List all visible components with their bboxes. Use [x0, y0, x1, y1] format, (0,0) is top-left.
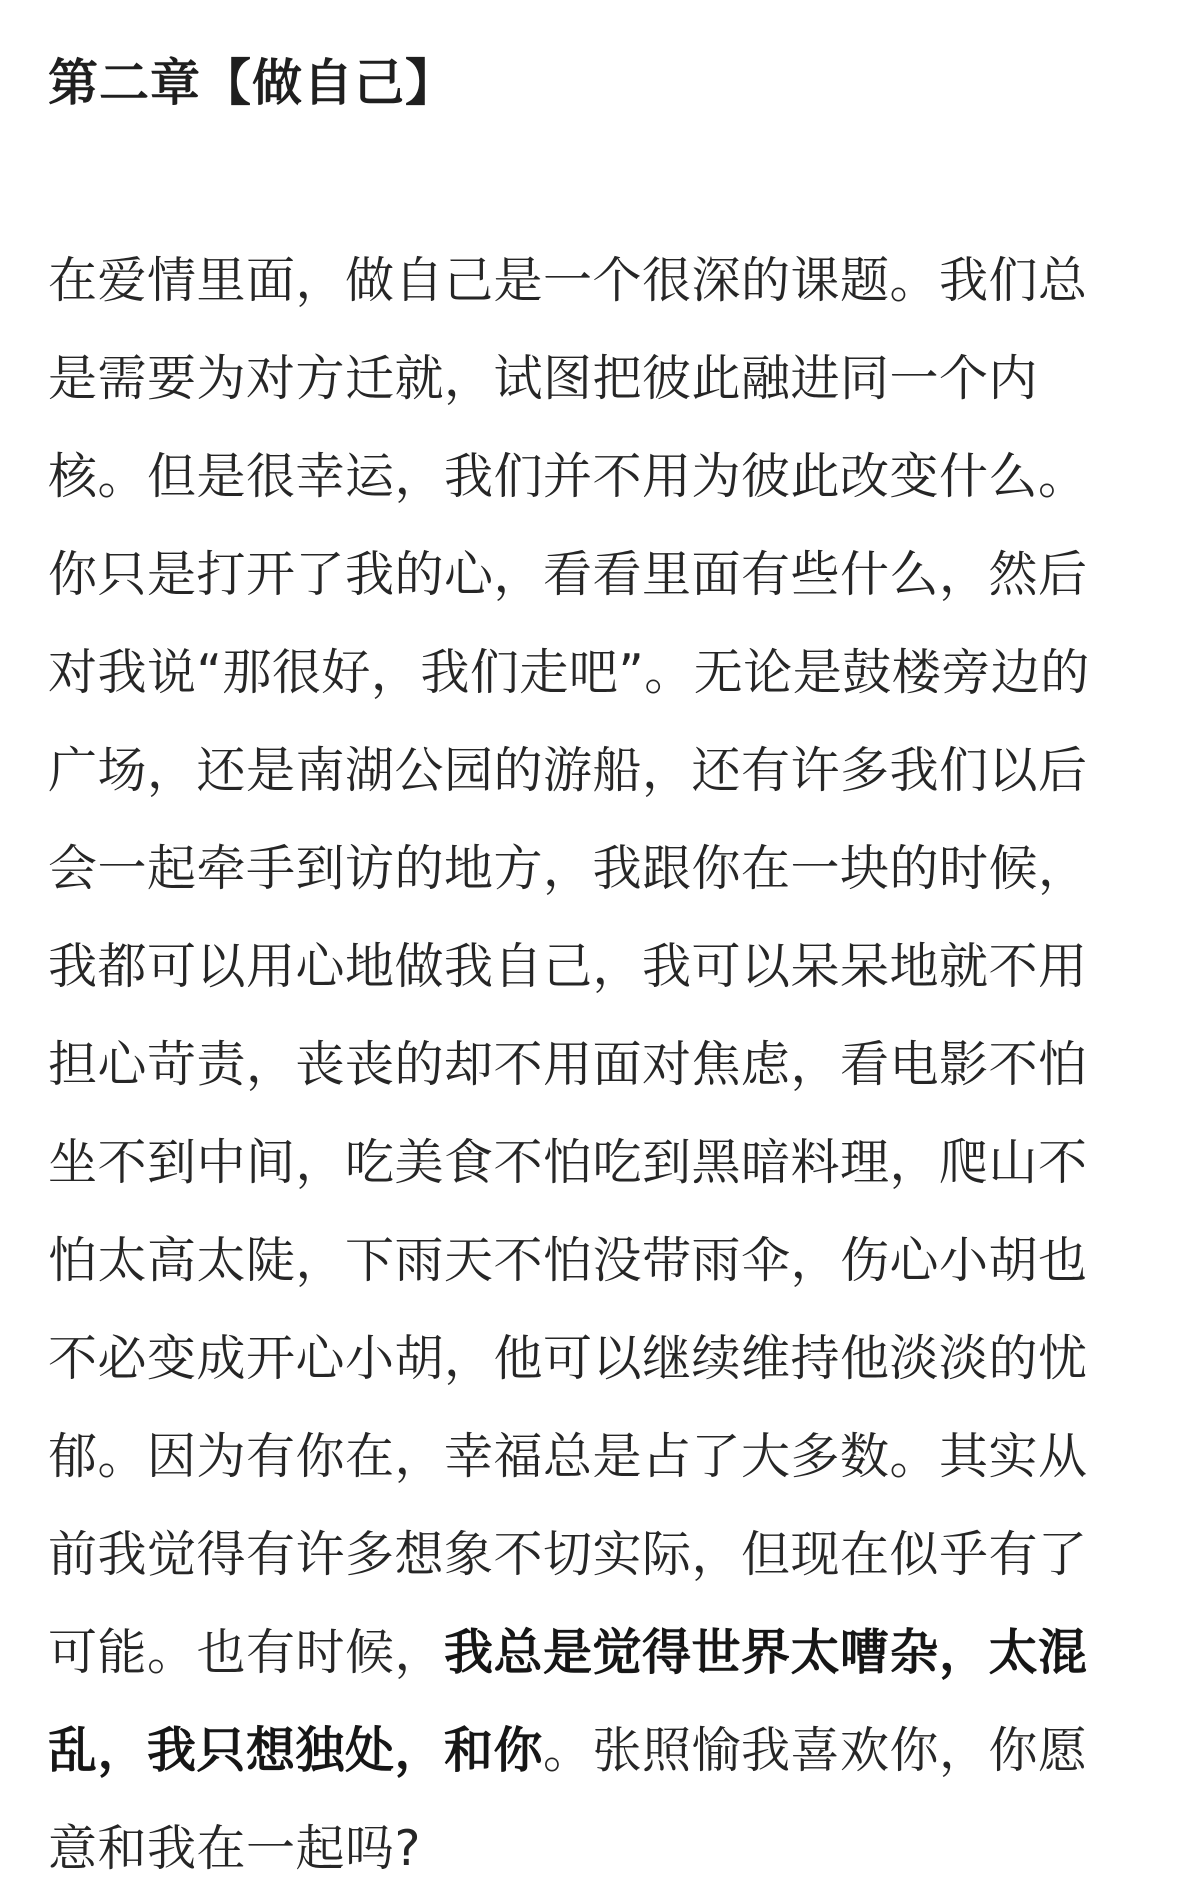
text-segment: 广场，还是南湖公园的游船，还有许多我们以后	[48, 742, 1088, 799]
text-line	[48, 330, 1133, 428]
text-line	[48, 1800, 1133, 1898]
text-segment: 可能。也有时候，	[48, 1624, 445, 1681]
text-segment: 担心苛责，丧丧的却不用面对焦虑，看电影不怕	[48, 1036, 1088, 1093]
text-segment: 对我说“那很好，我们走吧”。无论是鼓楼旁边的	[48, 644, 1090, 701]
text-line	[48, 1604, 1133, 1702]
text-line	[48, 1114, 1133, 1212]
text-segment: 。张照愉我喜欢你，你愿	[543, 1722, 1088, 1779]
text-segment: 前我觉得有许多想象不切实际，但现在似乎有了	[48, 1526, 1088, 1583]
bold-text-segment: 乱，我只想独处，和你	[48, 1722, 544, 1779]
text-segment: 会一起牵手到访的地方，我跟你在一块的时候，	[48, 840, 1088, 897]
text-segment: 核。但是很幸运，我们并不用为彼此改变什么。	[48, 448, 1088, 505]
text-line	[48, 820, 1133, 918]
text-segment: 意和我在一起吗?	[48, 1820, 422, 1877]
text-line	[48, 232, 1133, 330]
text-line	[48, 428, 1133, 526]
text-segment: 是需要为对方迁就，试图把彼此融进同一个内	[48, 350, 1039, 407]
text-segment: 在爱情里面，做自己是一个很深的课题。我们总	[48, 252, 1088, 309]
bold-text-segment: 我总是觉得世界太嘈杂，太混	[444, 1624, 1088, 1681]
text-segment: 不必变成开心小胡，他可以继续维持他淡淡的忧	[48, 1330, 1088, 1387]
text-segment: 郁。因为有你在，幸福总是占了大多数。其实从	[48, 1428, 1088, 1485]
text-line	[48, 1408, 1133, 1506]
text-line	[48, 526, 1133, 624]
text-line	[48, 1016, 1133, 1114]
text-segment: 你只是打开了我的心，看看里面有些什么，然后	[48, 546, 1088, 603]
body-paragraph	[48, 232, 1133, 1898]
text-line	[48, 722, 1133, 820]
chapter-title: 第二章【做自己】	[48, 54, 456, 112]
text-line	[48, 624, 1133, 722]
text-line	[48, 1212, 1133, 1310]
text-line	[48, 1702, 1133, 1800]
text-segment: 坐不到中间，吃美食不怕吃到黑暗料理，爬山不	[48, 1134, 1088, 1191]
text-line	[48, 918, 1133, 1016]
text-line	[48, 1506, 1133, 1604]
text-line	[48, 1310, 1133, 1408]
text-segment: 怕太高太陡，下雨天不怕没带雨伞，伤心小胡也	[48, 1232, 1088, 1289]
text-segment: 我都可以用心地做我自己，我可以呆呆地就不用	[48, 938, 1088, 995]
